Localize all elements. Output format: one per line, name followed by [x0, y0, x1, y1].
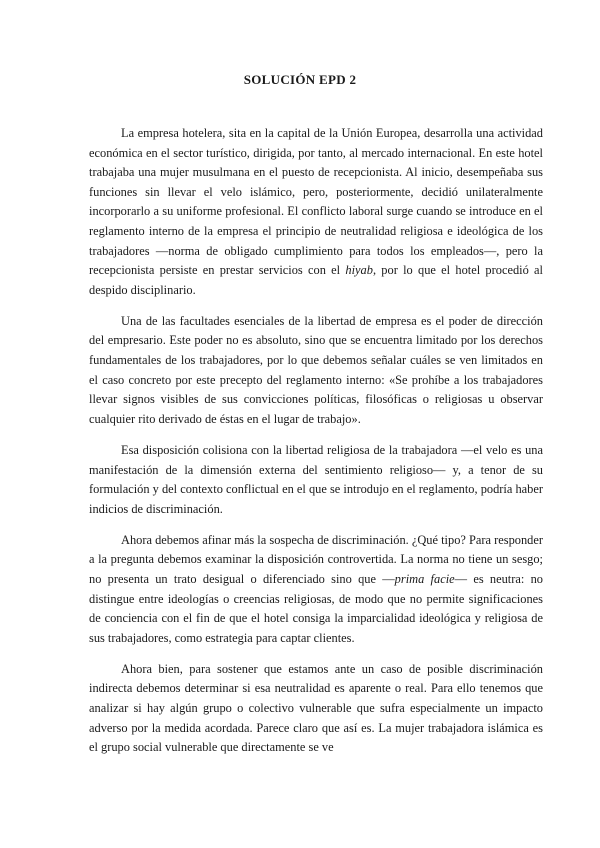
paragraph-4-text-a: Ahora debemos afinar más la sospecha de discriminación. ¿Qué tipo? Para responder a la pregunta debemos examinar la disposición controvertida. La norma no tiene un sesgo; no presenta un trato desigual o diferenciado sino que —	[89, 532, 543, 586]
paragraph-4-text-b: — es neutra: no distingue entre ideologías o creencias religiosas, de modo que no permite significaciones de conciencia con el fin de que el hotel consiga la imparcialidad ideológica y religiosa de sus trabajadores, como estrategia para captar clientes.	[89, 571, 543, 645]
paragraph-1-text-a: La empresa hotelera, sita en la capital de la Unión Europea, desarrolla una actividad económica en el sector turístico, dirigida, por tanto, al mercado internacional. En este hotel trabajaba una mujer musulmana en el puesto de recepcionista. Al inicio, desempeñaba sus funciones sin llevar el velo islámico, pero, posteriormente, decidió unilateralmente incorporarlo a su uniforme profesional. El conflicto laboral surge cuando se introduce en el reglamento interno de la empresa el principio de neutralidad religiosa e ideológica de los trabajadores —norma de obligado cumplimiento para todos los empleados—, pero la recepcionista persiste en prestar servicios con el	[89, 126, 543, 278]
paragraph-3	[89, 441, 543, 519]
document-body	[89, 124, 543, 769]
paragraph-5	[89, 660, 543, 758]
document-title: SOLUCIÓN EPD 2	[243, 72, 357, 87]
paragraph-4	[89, 531, 543, 649]
paragraph-1-text-b: , por lo que el hotel procedió al despido disciplinario.	[89, 263, 543, 297]
paragraph-3-text: Esa disposición colisiona con la libertad religiosa de la trabajadora —el velo es una manifestación de la dimensión externa del sentimiento religioso— y, a tenor de su formulación y del contexto conflictual en el que se introdujo en el reglamento, podría haber indicios de discriminación.	[89, 442, 543, 516]
paragraph-2-text: Una de las facultades esenciales de la libertad de empresa es el poder de dirección del empresario. Este poder no es absoluto, sino que se encuentra limitado por los derechos fundamentales de los trabajadores, por lo que debemos señalar cuáles se ven limitados en el caso concreto por este precepto del reglamento interno: «Se prohíbe a los trabajadores llevar signos visibles de sus convicciones políticas, filosóficas o religiosas u observar cualquier rito derivado de éstas en el lugar de trabajo».	[89, 313, 543, 426]
paragraph-1	[89, 124, 543, 300]
paragraph-2	[89, 312, 543, 430]
paragraph-5-text: Ahora bien, para sostener que estamos ante un caso de posible discriminación indirecta debemos determinar si esa neutralidad es aparente o real. Para ello tenemos que analizar si hay algún grupo o colectivo vulnerable que sufra especialmente un impacto adverso por la medida acordada. Parece claro que así es. La mujer trabajadora islámica es el grupo social vulnerable que directamente se ve	[89, 661, 543, 755]
paragraph-1-italic-term: hiyab	[345, 263, 373, 278]
paragraph-4-italic-term: prima facie	[394, 571, 455, 586]
